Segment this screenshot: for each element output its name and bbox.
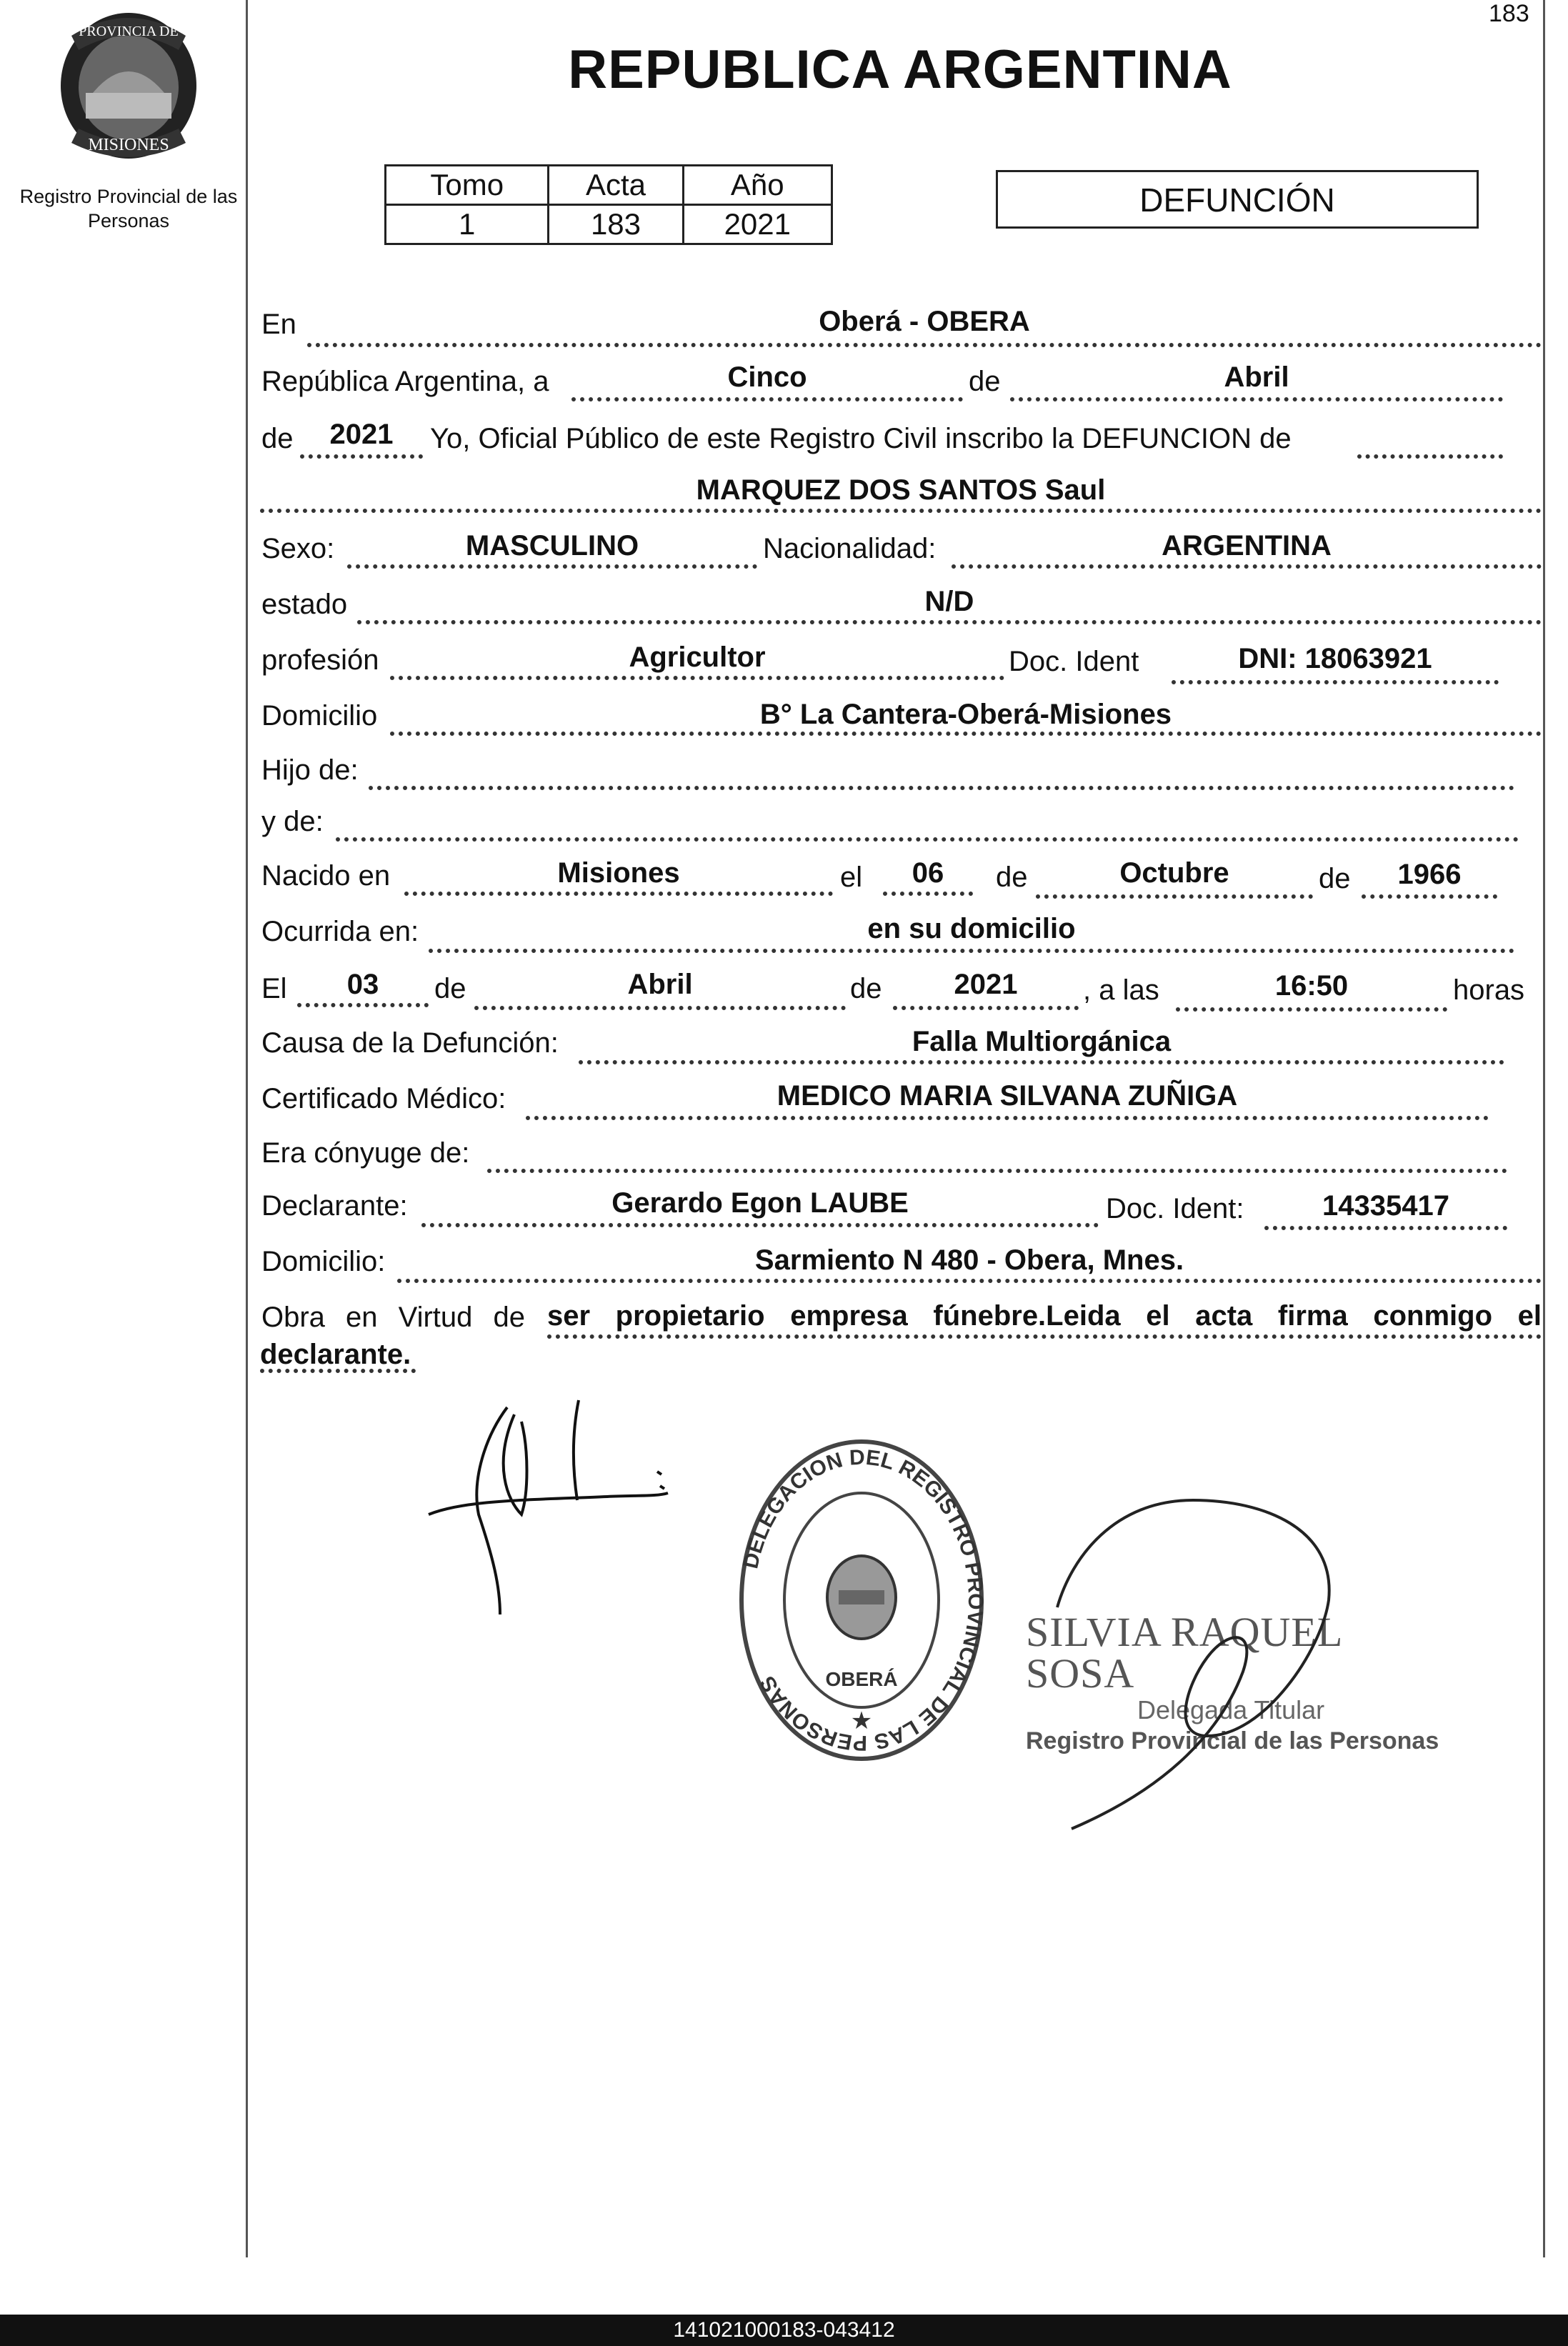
svg-text:★: ★ — [850, 1707, 873, 1735]
official-role: Delegada Titular — [1137, 1695, 1325, 1724]
label-hijo-de: Hijo de: — [261, 754, 359, 786]
field-certificado: MEDICO MARIA SILVANA ZUÑIGA — [776, 1080, 1238, 1112]
document-code: 141021000183-043412 — [673, 2318, 895, 2342]
field-line — [571, 397, 963, 401]
field-line — [1172, 680, 1499, 684]
svg-text:PROVINCIA DE: PROVINCIA DE — [79, 24, 179, 39]
field-line — [260, 509, 1542, 513]
field-line — [347, 564, 757, 569]
label-profesion: profesión — [261, 644, 379, 676]
field-dia-texto: Cinco — [727, 361, 807, 393]
label-certificado: Certificado Médico: — [261, 1083, 506, 1114]
field-line — [1036, 894, 1313, 899]
label-de-year: de — [261, 423, 294, 454]
document-code-bar — [0, 2315, 1568, 2346]
registry-value-acta: 183 — [549, 205, 683, 244]
label-de4: de — [434, 973, 466, 1004]
registry-value-tomo: 1 — [386, 205, 549, 244]
label-el-cap: El — [261, 973, 287, 1004]
field-line — [404, 892, 833, 896]
registry-header-tomo: Tomo — [386, 166, 549, 205]
label-en: En — [261, 309, 296, 340]
label-yo: Yo, Oficial Público de este Registro Civil inscribo la DEFUNCION de — [430, 423, 1292, 454]
label-estado: estado — [261, 589, 348, 620]
field-line — [474, 1006, 846, 1010]
field-line — [300, 454, 423, 459]
field-line — [893, 1006, 1079, 1010]
field-declarante-doc: 14335417 — [1322, 1190, 1449, 1222]
label-a-las: , a las — [1083, 974, 1159, 1006]
label-domicilio: Domicilio — [261, 700, 378, 732]
svg-text:DELEGACION DEL REGISTRO PROVIN: DELEGACION DEL REGISTRO PROVINCIAL DE LAS PERSONAS — [739, 1445, 988, 1755]
field-line — [1010, 397, 1503, 401]
field-line — [579, 1060, 1504, 1064]
field-def-dia: 03 — [346, 969, 379, 1000]
field-line — [1176, 1007, 1447, 1012]
field-domicilio: B° La Cantera-Oberá-Misiones — [759, 699, 1172, 730]
left-margin-line — [246, 0, 248, 2257]
field-causa: Falla Multiorgánica — [912, 1026, 1172, 1057]
label-sexo: Sexo: — [261, 533, 335, 564]
field-line — [390, 676, 1004, 680]
field-line — [397, 1279, 1542, 1283]
field-declarante: Gerardo Egon LAUBE — [611, 1187, 909, 1219]
label-ocurrida-en: Ocurrida en: — [261, 916, 419, 947]
page-title: REPUBLICA ARGENTINA — [568, 39, 1232, 100]
field-doc: DNI: 18063921 — [1238, 643, 1432, 674]
official-signature — [1029, 1472, 1357, 1843]
registry-header-acta: Acta — [549, 166, 683, 205]
label-declarante: Declarante: — [261, 1190, 408, 1222]
field-ocurrida-en: en su domicilio — [867, 913, 1076, 944]
field-sexo: MASCULINO — [465, 530, 639, 561]
field-line — [547, 1334, 1542, 1339]
field-line — [336, 837, 1519, 842]
field-line — [421, 1223, 1099, 1227]
field-line — [952, 564, 1542, 569]
field-nacido-en: Misiones — [557, 857, 680, 889]
registry-seal — [733, 1429, 990, 1772]
field-estado: N/D — [924, 586, 974, 617]
label-nacionalidad: Nacionalidad: — [763, 533, 937, 564]
registry-header-anio: Año — [683, 166, 832, 205]
label-el: el — [840, 862, 863, 893]
label-horas: horas — [1453, 974, 1525, 1006]
field-nac-mes: Octubre — [1119, 857, 1229, 889]
label-conyuge: Era cónyuge de: — [261, 1137, 470, 1169]
label-y-de: y de: — [261, 806, 324, 837]
registry-table — [384, 164, 833, 245]
field-line — [1362, 894, 1497, 899]
field-line — [487, 1169, 1507, 1173]
svg-text:MISIONES: MISIONES — [88, 136, 169, 154]
field-line — [1357, 454, 1503, 459]
label-nacido-en: Nacido en — [261, 860, 391, 892]
field-nac-anio: 1966 — [1397, 859, 1462, 890]
label-de5: de — [850, 973, 882, 1004]
field-lugar: Oberá - OBERA — [819, 306, 1030, 337]
field-hora: 16:50 — [1274, 970, 1349, 1002]
act-type-label: DEFUNCIÓN — [1139, 181, 1335, 219]
right-margin-line — [1543, 0, 1545, 2257]
field-nombre: MARQUEZ DOS SANTOS Saul — [696, 474, 1106, 506]
field-nac-dia: 06 — [912, 857, 944, 889]
field-line — [297, 1003, 429, 1007]
field-line — [526, 1116, 1489, 1120]
label-domicilio2: Domicilio: — [261, 1246, 386, 1277]
official-office: Registro Provincial de las Personas — [1026, 1727, 1439, 1754]
label-doc-ident: Doc. Ident — [1009, 646, 1139, 677]
label-obra-en: Obra en Virtud de — [261, 1302, 526, 1333]
field-declarante-domicilio: Sarmiento N 480 - Obera, Mnes. — [754, 1244, 1184, 1276]
declarant-signature — [421, 1393, 686, 1622]
label-republica: República Argentina, a — [261, 366, 549, 397]
field-line — [390, 732, 1542, 736]
field-line — [429, 949, 1514, 953]
field-def-mes: Abril — [627, 969, 693, 1000]
province-crest-logo — [50, 7, 207, 164]
registry-value-anio: 2021 — [683, 205, 832, 244]
field-nacionalidad: ARGENTINA — [1162, 530, 1332, 561]
field-profesion: Agricultor — [629, 642, 766, 673]
field-line — [307, 343, 1542, 347]
label-de3: de — [1319, 863, 1351, 894]
field-line — [883, 892, 973, 896]
field-line — [357, 620, 1542, 624]
field-line — [369, 786, 1514, 790]
label-de: de — [969, 366, 1001, 397]
label-doc-ident2: Doc. Ident: — [1106, 1193, 1244, 1224]
official-name: SILVIA RAQUEL SOSA — [1026, 1609, 1342, 1697]
field-mes: Abril — [1224, 361, 1289, 393]
svg-text:OBERÁ: OBERÁ — [825, 1668, 898, 1690]
field-obra-virtud-1: ser propietario empresa fúnebre.Leida el acta firma conmigo el — [547, 1300, 1542, 1332]
field-def-anio: 2021 — [954, 969, 1018, 1000]
field-obra-virtud-2: declarante. — [260, 1339, 411, 1370]
issuer-name: Registro Provincial de las Personas — [19, 186, 238, 231]
label-de2: de — [996, 862, 1028, 893]
label-causa: Causa de la Defunción: — [261, 1027, 559, 1059]
field-line — [1264, 1226, 1507, 1230]
page-number: 183 — [1489, 0, 1529, 27]
act-type-box — [996, 170, 1479, 229]
field-anio: 2021 — [329, 419, 394, 450]
